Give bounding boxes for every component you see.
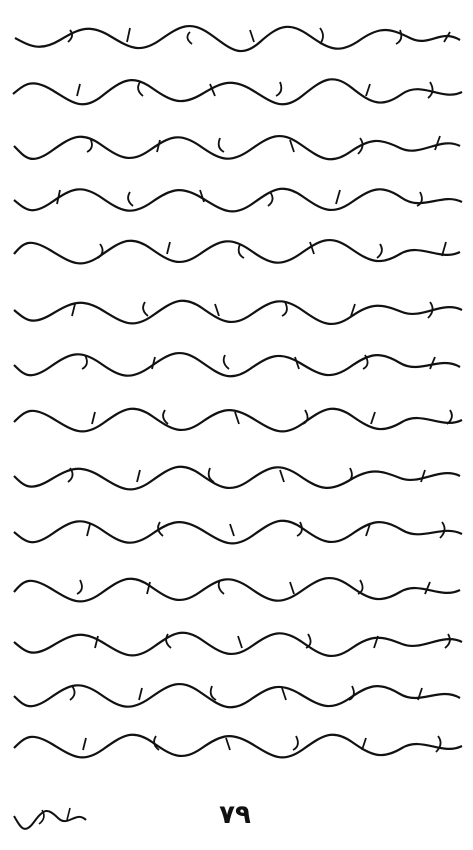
- handwritten-line: [10, 400, 465, 440]
- handwritten-line: [10, 128, 465, 168]
- handwritten-line: [10, 570, 465, 610]
- page-number: ٧٩: [219, 800, 251, 830]
- manuscript-text-block: [10, 0, 465, 780]
- handwritten-line: [10, 72, 465, 112]
- handwritten-line: [10, 676, 465, 716]
- handwritten-line: [10, 624, 465, 664]
- handwritten-line: [10, 726, 465, 766]
- handwritten-line: [10, 458, 465, 498]
- handwritten-line: [10, 512, 465, 552]
- handwritten-line: [10, 345, 465, 385]
- handwritten-line: [10, 292, 465, 332]
- handwritten-line: [10, 18, 465, 58]
- handwritten-line: [10, 232, 465, 272]
- catchword-signature: [10, 798, 90, 838]
- handwritten-line: [10, 180, 465, 220]
